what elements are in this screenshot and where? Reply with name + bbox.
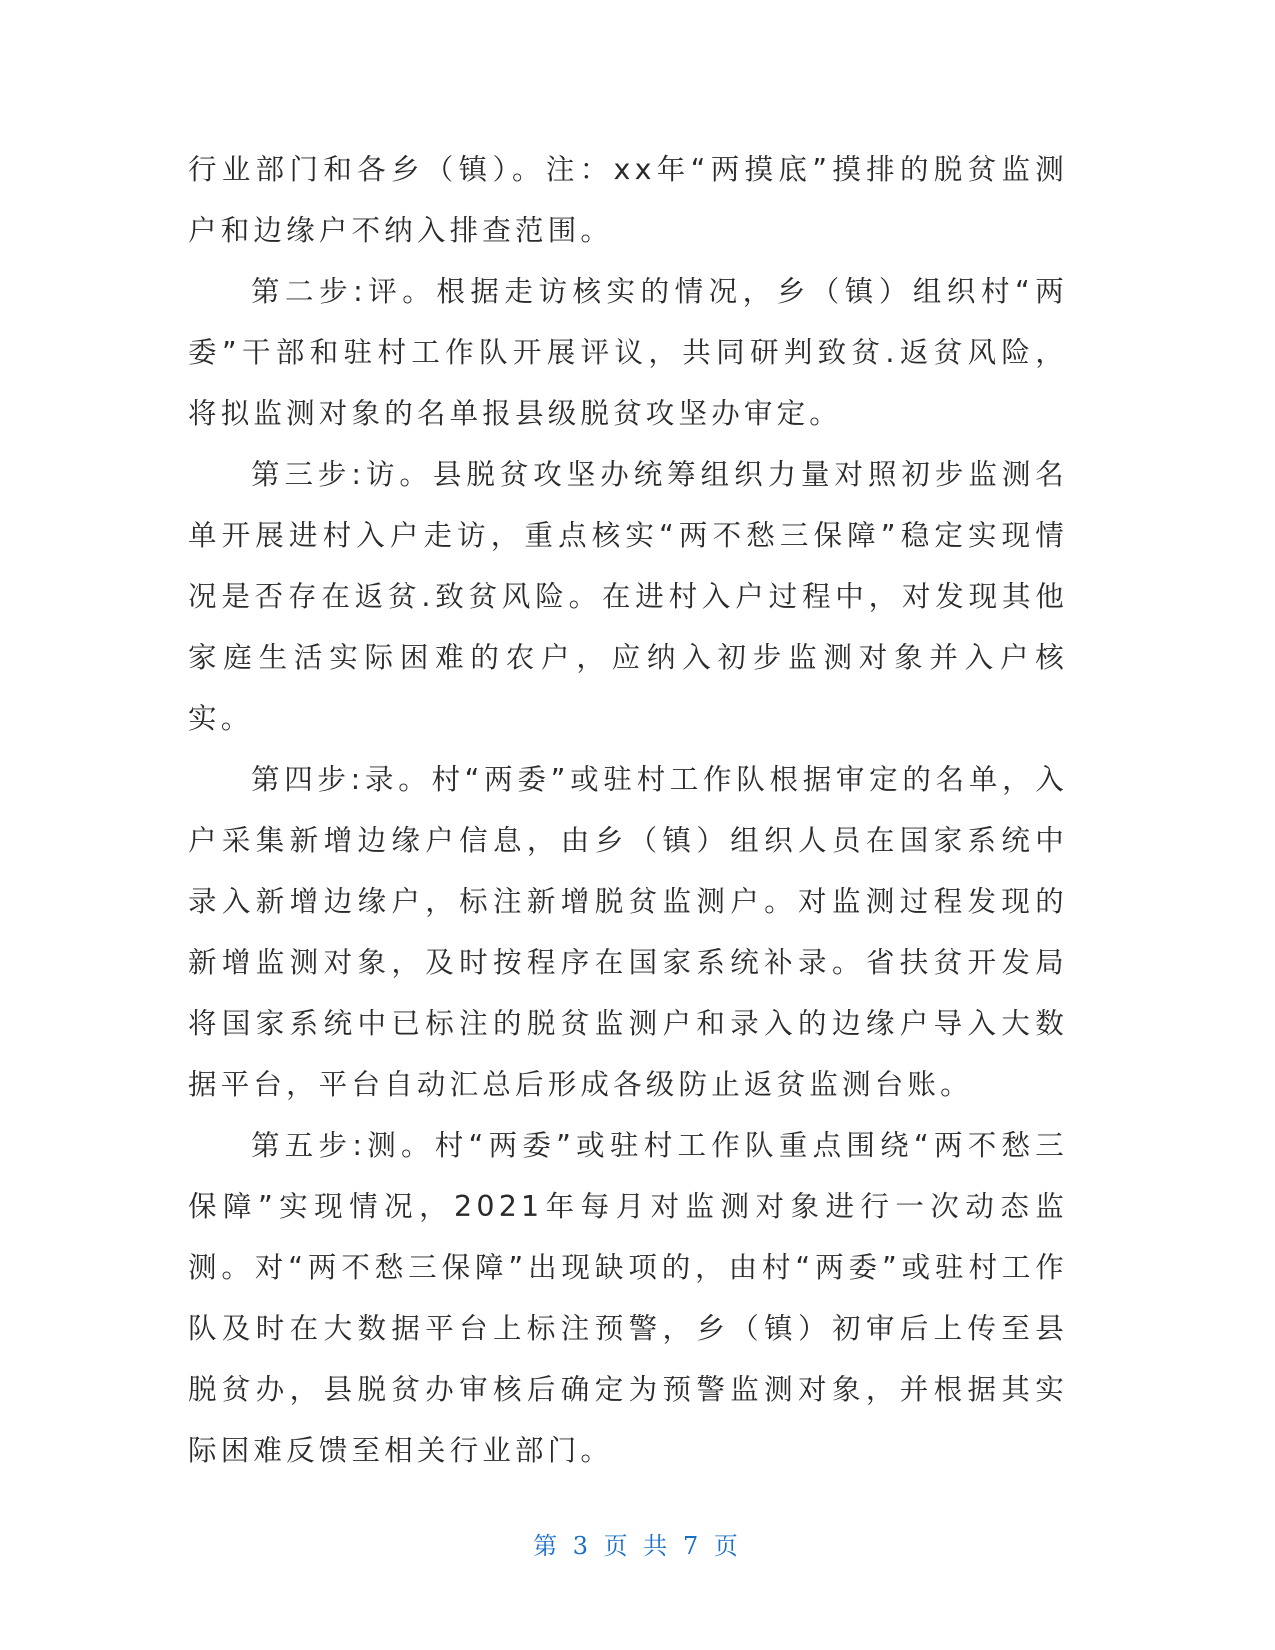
page-number-footer: 第 3 页 共 7 页 xyxy=(533,1532,742,1560)
paragraph-step-2: 第二步:评。根据走访核实的情况，乡（镇）组织村“两委”干部和驻村工作队开展评议，共同研判致贫.返贫风险，将拟监测对象的名单报县级脱贫攻坚办审定。 xyxy=(188,275,1068,430)
document-body xyxy=(188,139,1068,1481)
paragraph-continuation: 行业部门和各乡（镇）。注：xx年“两摸底”摸排的脱贫监测户和边缘户不纳入排查范围。 xyxy=(188,153,1068,247)
paragraph-step-3: 第三步:访。县脱贫攻坚办统筹组织力量对照初步监测名单开展进村入户走访，重点核实“两不愁三保障”稳定实现情况是否存在返贫.致贫风险。在进村入户过程中，对发现其他家庭生活实际困难的农户，应纳入初步监测对象并入户核实。 xyxy=(188,458,1068,735)
paragraph-step-5: 第五步:测。村“两委”或驻村工作队重点围绕“两不愁三保障”实现情况，2021年每月对监测对象进行一次动态监测。对“两不愁三保障”出现缺项的，由村“两委”或驻村工作队及时在大数据平台上标注预警，乡（镇）初审后上传至县脱贫办，县脱贫办审核后确定为预警监测对象，并根据其实际困难反馈至相关行业部门。 xyxy=(188,1129,1068,1467)
paragraph-step-4: 第四步:录。村“两委”或驻村工作队根据审定的名单，入户采集新增边缘户信息，由乡（镇）组织人员在国家系统中录入新增边缘户，标注新增脱贫监测户。对监测过程发现的新增监测对象，及时按程序在国家系统补录。省扶贫开发局将国家系统中已标注的脱贫监测户和录入的边缘户导入大数据平台，平台自动汇总后形成各级防止返贫监测台账。 xyxy=(188,763,1068,1101)
